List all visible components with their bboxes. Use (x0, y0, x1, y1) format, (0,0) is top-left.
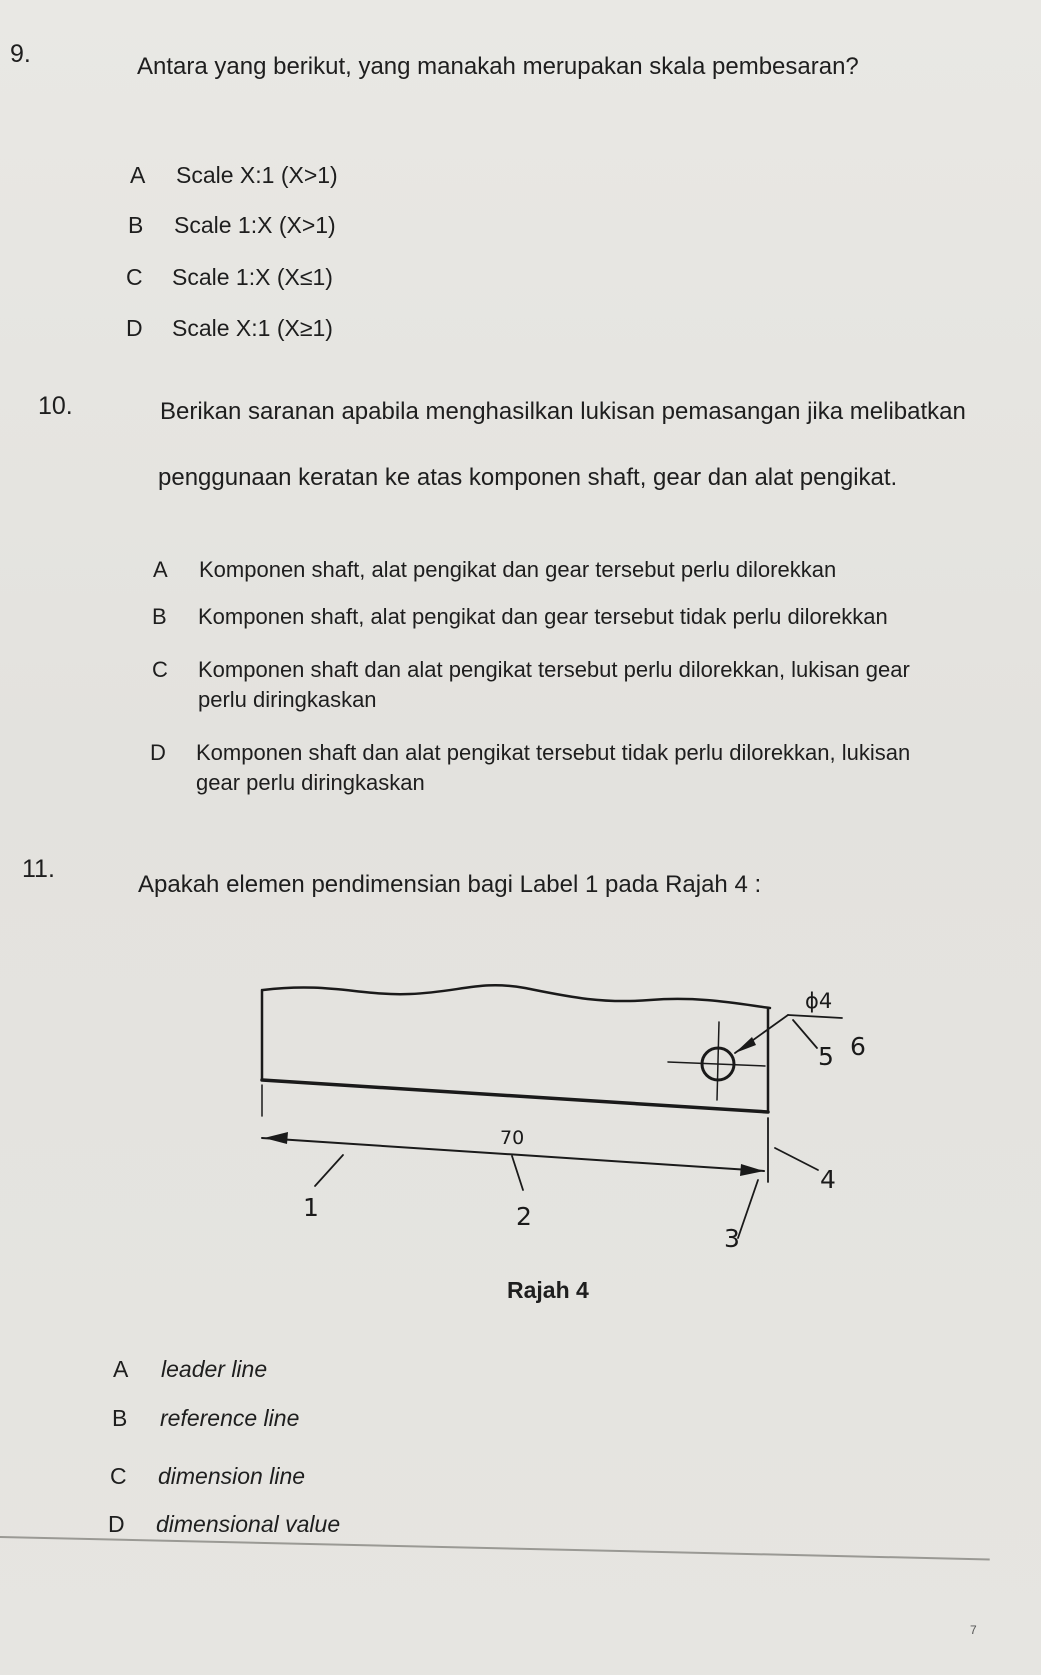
label-5-pointer (793, 1020, 817, 1048)
q9-option-a[interactable] (130, 160, 338, 191)
option-letter: C (152, 657, 168, 682)
option-letter: D (108, 1511, 125, 1537)
hole-leader-arrowhead (735, 1037, 756, 1053)
option-text: Komponen shaft, alat pengikat dan gear tersebut tidak perlu dilorekkan (198, 604, 888, 629)
label-1-pointer (315, 1155, 343, 1186)
q11-option-d[interactable] (108, 1511, 340, 1538)
option-text: Komponen shaft dan alat pengikat tersebut tidak perlu dilorekkan, lukisan gear perlu diringkaskan (196, 740, 911, 795)
option-letter: A (113, 1356, 129, 1382)
question-9-text: Antara yang berikut, yang manakah merupakan skala pembesaran? (137, 53, 859, 80)
label-6: 6 (850, 1032, 866, 1061)
label-2-pointer (512, 1156, 523, 1190)
page-number: 7 (970, 1623, 977, 1637)
q10-option-b[interactable] (152, 602, 992, 636)
label-1: 1 (303, 1193, 319, 1222)
label-3: 3 (724, 1224, 740, 1253)
q11-option-b[interactable] (112, 1405, 299, 1432)
part-bottom-edge (262, 1080, 768, 1112)
label-4-pointer (775, 1148, 818, 1170)
question-10-text-line2: penggunaan keratan ke atas komponen shaft, gear dan alat pengikat. (158, 464, 898, 491)
hole-vertical-centerline (717, 1022, 719, 1100)
q10-option-c[interactable] (152, 655, 992, 719)
option-text: Komponen shaft dan alat pengikat tersebut perlu dilorekkan, lukisan gear perlu diringkaskan (198, 657, 910, 712)
dimension-value: 70 (500, 1127, 525, 1149)
label-2: 2 (516, 1202, 532, 1231)
figure-caption: Rajah 4 (507, 1277, 589, 1303)
q10-option-a[interactable] (153, 555, 993, 589)
label-3-pointer (738, 1180, 758, 1238)
hole-horizontal-centerline (668, 1062, 765, 1066)
question-11-number: 11. (22, 855, 55, 883)
diameter-label: ϕ4 (805, 989, 833, 1013)
option-text: leader line (161, 1356, 268, 1382)
option-letter: A (130, 162, 146, 188)
option-letter: D (126, 315, 143, 341)
q9-option-c[interactable] (126, 262, 333, 293)
question-10-number: 10. (38, 392, 73, 420)
option-text: Scale X:1 (X≥1) (172, 315, 333, 341)
question-9-number: 9. (10, 40, 31, 68)
q9-option-d[interactable] (126, 313, 333, 344)
option-letter: D (150, 740, 166, 765)
question-10-text-line1: Berikan saranan apabila menghasilkan lukisan pemasangan jika melibatkan (160, 398, 966, 425)
option-letter: C (110, 1463, 127, 1489)
option-letter: A (153, 557, 168, 582)
option-letter: C (126, 264, 143, 290)
label-4: 4 (820, 1165, 836, 1194)
option-letter: B (128, 212, 144, 238)
option-text: Scale X:1 (X>1) (176, 162, 338, 188)
option-text: Scale 1:X (X≤1) (172, 264, 333, 290)
q10-option-d[interactable] (150, 738, 990, 802)
dimension-arrowhead-left (264, 1132, 288, 1144)
reference-line (788, 1015, 842, 1018)
q9-option-b[interactable] (128, 210, 336, 241)
option-text: dimensional value (156, 1511, 341, 1537)
option-letter: B (112, 1405, 128, 1431)
q11-option-c[interactable] (110, 1463, 305, 1490)
label-5: 5 (818, 1042, 834, 1071)
dimension-arrowhead-right (740, 1164, 764, 1176)
option-text: dimension line (158, 1463, 306, 1489)
option-text: reference line (160, 1405, 300, 1431)
option-text: Komponen shaft, alat pengikat dan gear tersebut perlu dilorekkan (199, 557, 837, 582)
question-11-text: Apakah elemen pendimensian bagi Label 1 pada Rajah 4 : (138, 871, 762, 898)
option-text: Scale 1:X (X>1) (174, 212, 336, 238)
q11-option-a[interactable] (113, 1356, 267, 1383)
option-letter: B (152, 604, 167, 629)
break-line (263, 985, 770, 1008)
